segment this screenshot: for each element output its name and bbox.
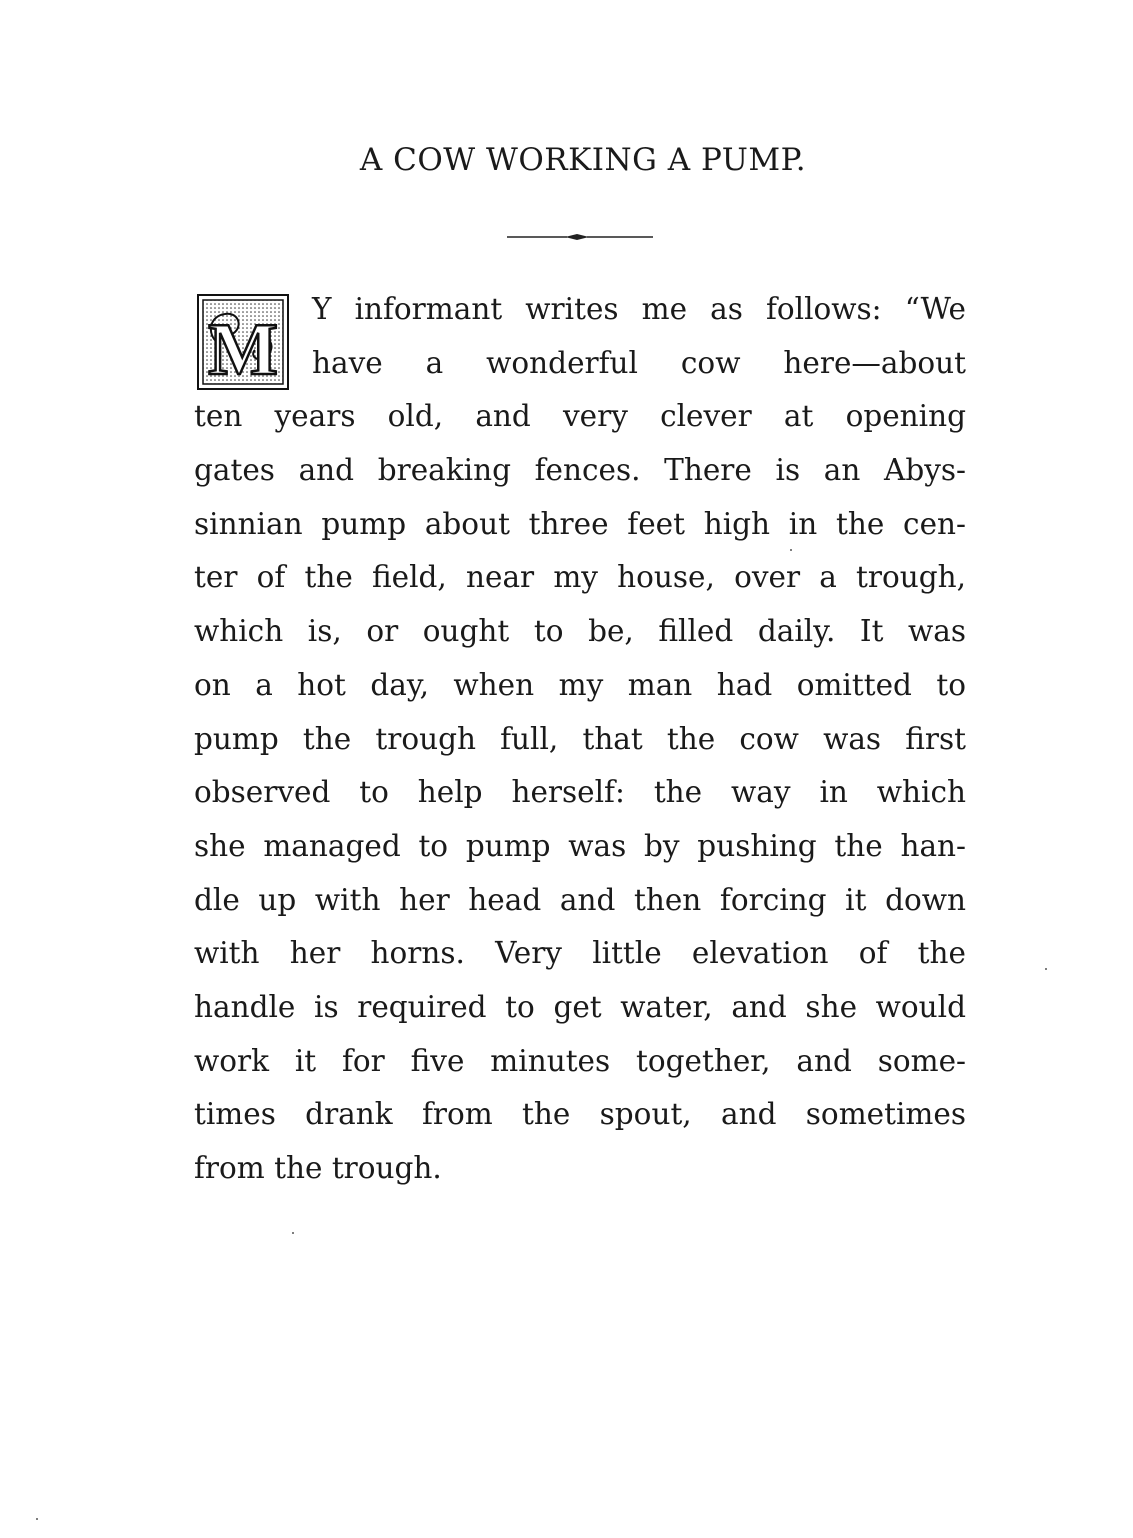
text-line: which is, or ought to be, filled daily. It was xyxy=(194,614,966,649)
paper-speck xyxy=(292,1232,294,1234)
text-line: with her horns. Very little elevation of the xyxy=(194,936,966,971)
text-line: ter of the field, near my house, over a trough, xyxy=(194,560,966,595)
text-line: observed to help herself: the way in which xyxy=(194,775,966,810)
paper-speck xyxy=(790,549,792,551)
drop-cap-letter: M xyxy=(208,309,278,390)
ornament-divider xyxy=(507,227,653,247)
text-line: sinnian pump about three feet high in the cen- xyxy=(194,506,966,541)
text-line: times drank from the spout, and sometimes xyxy=(194,1097,966,1132)
paper-speck xyxy=(1045,968,1047,970)
text-line: dle up with her head and then forcing it down xyxy=(194,882,966,917)
text-line: pump the trough full, that the cow was first xyxy=(194,721,966,756)
text-line: from the trough. xyxy=(194,1151,442,1185)
paper-speck xyxy=(36,1518,38,1520)
text-line: handle is required to get water, and she would xyxy=(194,989,966,1024)
text-line: Y informant writes me as follows: “We xyxy=(312,292,966,326)
text-line: have a wonderful cow here—about xyxy=(312,345,966,380)
text-line: she managed to pump was by pushing the han- xyxy=(194,828,966,863)
text-line: on a hot day, when my man had omitted to xyxy=(194,667,966,702)
text-line: work it for five minutes together, and some- xyxy=(194,1043,966,1078)
page-title: A COW WORKING A PUMP. xyxy=(359,142,807,178)
text-line: gates and breaking fences. There is an Abys- xyxy=(194,453,966,488)
text-line: ten years old, and very clever at opening xyxy=(194,399,966,434)
body-text xyxy=(194,283,966,1196)
